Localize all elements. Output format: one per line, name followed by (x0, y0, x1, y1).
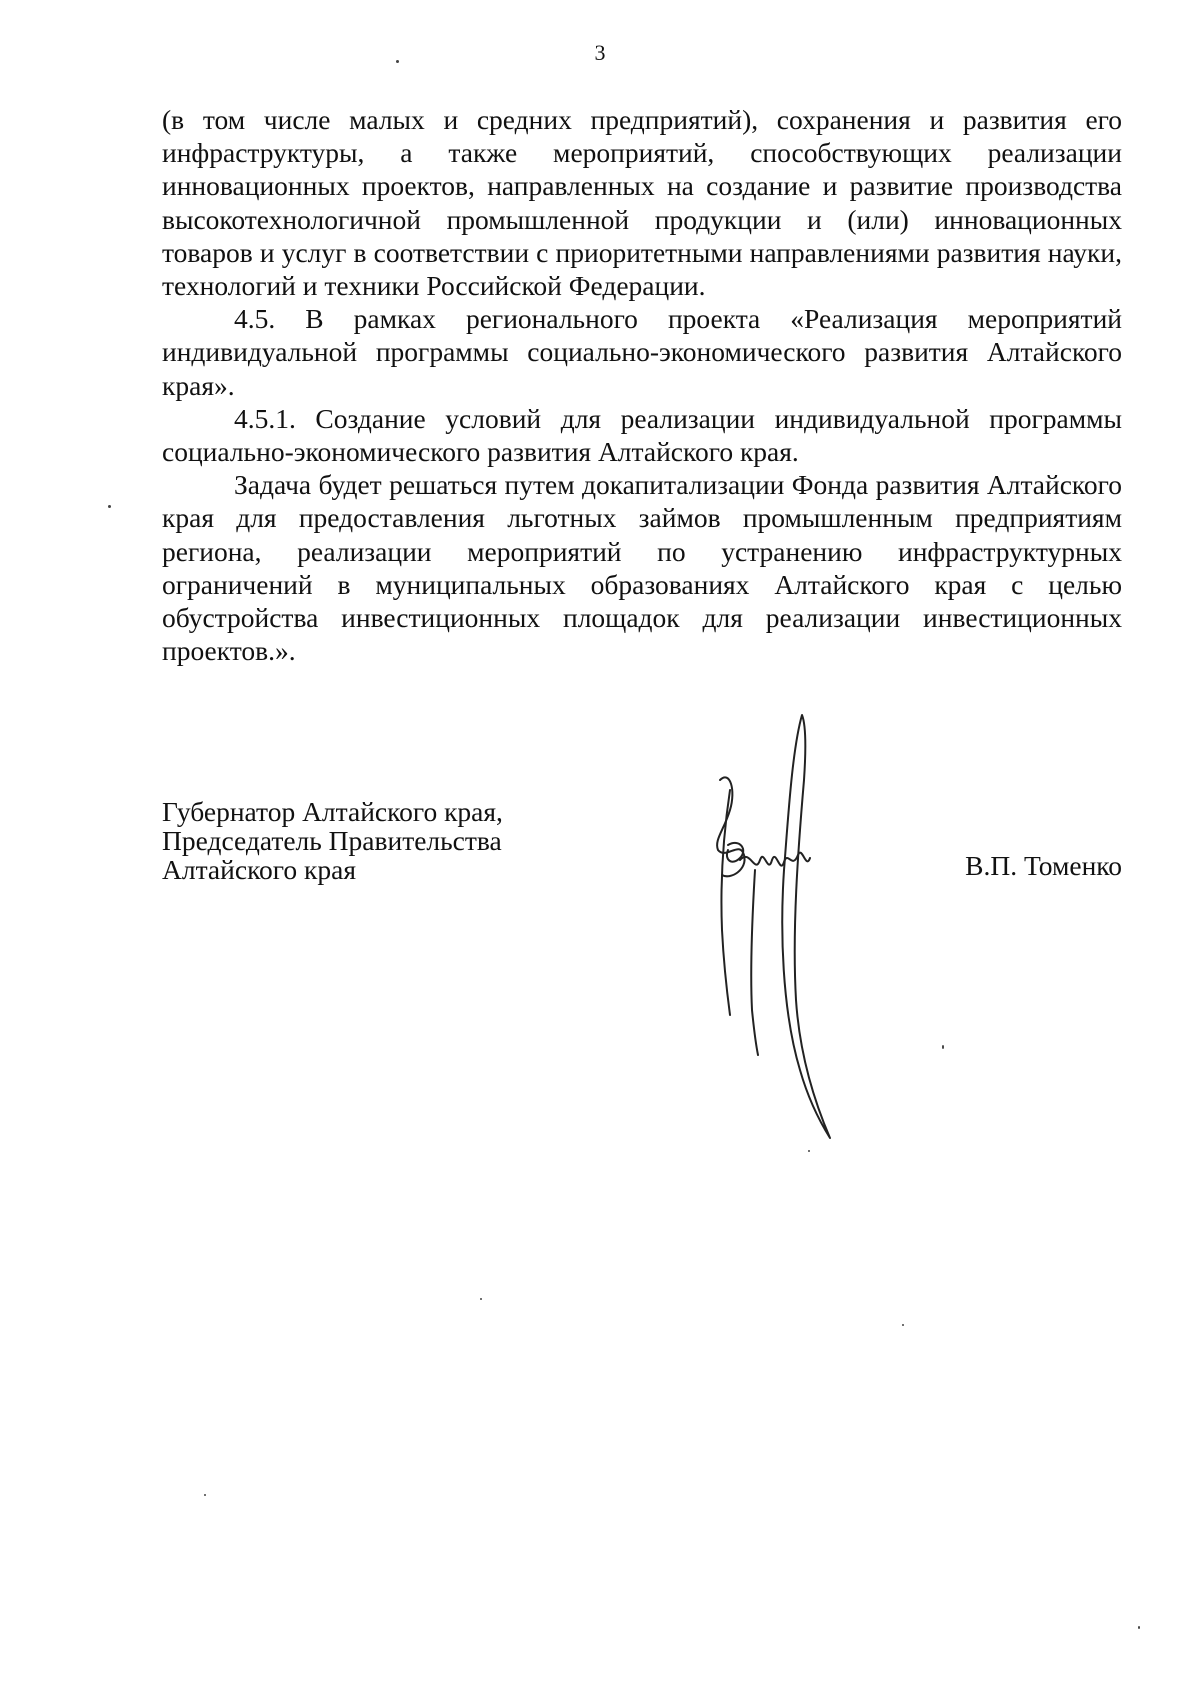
scan-speck (942, 1045, 944, 1049)
signer-name: В.П. Томенко (965, 850, 1122, 881)
scan-speck (204, 1494, 206, 1496)
body-text (162, 103, 1122, 667)
paragraph-4-5-1: 4.5.1. Создание условий для реализации индивидуальной программы социально-экономического развития Алтайского края. (162, 402, 1122, 468)
position-line: Алтайского края (162, 854, 356, 885)
paragraph-4-5: 4.5. В рамках регионального проекта «Реализация мероприятий индивидуальной программы социально-экономического развития Алтайского края». (162, 303, 1122, 401)
scan-speck (396, 60, 399, 63)
scan-speck (808, 1150, 810, 1152)
position-line: Губернатор Алтайского края, (162, 796, 503, 827)
position-line: Председатель Правительства (162, 825, 502, 856)
paragraph-task: Задача будет решаться путем докапитализации Фонда развития Алтайского края для предоставления льготных займов промышленным предприятиям региона, реализации мероприятий по устранению инфраструктурных ограничений в муниципальных образованиях Алтайского края с целью обустройства инвестиционных площадок для реализации инвестиционных проектов.». (162, 469, 1122, 667)
scan-speck (480, 1298, 482, 1300)
handwritten-signature (700, 710, 900, 1140)
scan-speck (1138, 1626, 1140, 1629)
scan-speck (902, 1324, 904, 1326)
signatory-position (162, 797, 503, 884)
paragraph-continuation: (в том числе малых и средних предприятий), сохранения и развития его инфраструктуры, а также мероприятий, способствующих реализации инновационных проектов, направленных на создание и развитие производства высокотехнологичной промышленной продукции и (или) инновационных товаров и услуг в соответствии с приоритетными направлениями развития науки, технологий и техники Российской Федерации. (162, 104, 1122, 302)
scan-speck (108, 505, 111, 508)
page-number: 3 (594, 40, 606, 65)
